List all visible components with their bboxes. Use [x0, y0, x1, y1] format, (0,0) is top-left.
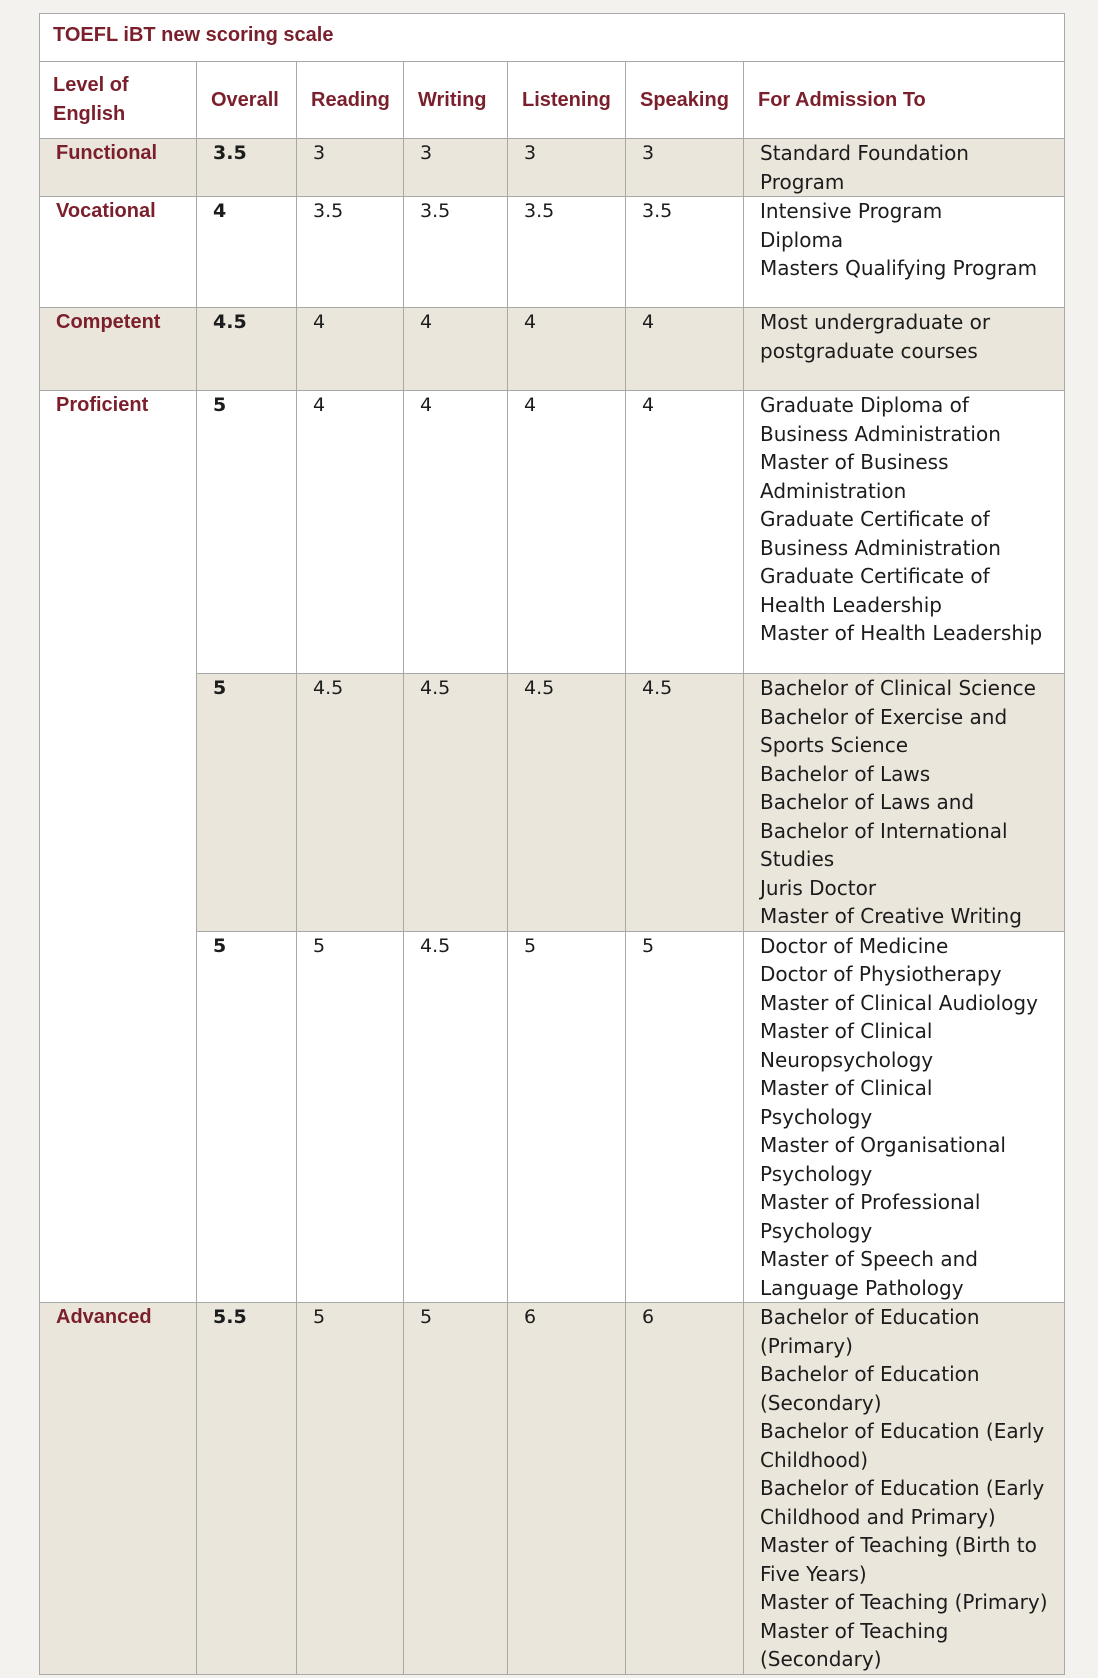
overall-score-cell: 4.5 — [197, 308, 297, 391]
listening-score-cell: 5 — [508, 931, 626, 1303]
reading-score-cell: 4 — [297, 308, 404, 391]
program-name: Bachelor of Education (Primary) — [760, 1305, 980, 1358]
program-name: Master of Teaching (Secondary) — [760, 1618, 949, 1671]
admission-programs-cell — [744, 931, 1065, 1303]
program-name: Masters Qualifying Program — [760, 256, 1038, 280]
reading-score-cell: 4.5 — [297, 674, 404, 932]
table-row — [40, 391, 1065, 674]
program-name: Master of Creative Writing — [760, 904, 1022, 928]
scoring-table-container — [39, 13, 1064, 1675]
admission-programs-cell — [744, 391, 1065, 674]
speaking-score-cell: 4 — [626, 391, 744, 674]
program-name: Doctor of Medicine — [760, 933, 949, 958]
writing-score-cell: 4 — [404, 391, 508, 674]
header-reading: Reading — [297, 62, 404, 139]
table-row — [40, 308, 1065, 391]
program-name: Master of Health Leadership — [760, 621, 1043, 645]
program-name: Most undergraduate or postgraduate courses — [760, 310, 991, 363]
reading-score-cell: 3.5 — [297, 197, 404, 308]
program-name: Master of Organisational Psychology — [760, 1133, 1006, 1186]
table-header-row — [40, 62, 1065, 139]
table-row — [40, 139, 1065, 197]
header-level-of-english: Level of English — [40, 62, 197, 139]
admission-programs-cell — [744, 674, 1065, 932]
program-name: Bachelor of Education (Early Childhood and Primary) — [760, 1476, 1045, 1529]
speaking-score-cell: 3 — [626, 139, 744, 197]
program-name: Master of Clinical Audiology — [760, 990, 1038, 1015]
listening-score-cell: 3 — [508, 139, 626, 197]
program-name: Bachelor of Clinical Science — [760, 676, 1036, 700]
writing-score-cell: 4.5 — [404, 931, 508, 1303]
program-name: Graduate Certificate of Business Administration — [760, 507, 1001, 560]
reading-score-cell: 4 — [297, 391, 404, 674]
admission-programs-cell — [744, 197, 1065, 308]
program-name: Bachelor of Exercise and Sports Science — [760, 704, 1008, 757]
listening-score-cell: 4 — [508, 308, 626, 391]
toefl-scoring-table — [39, 13, 1065, 1675]
header-overall: Overall — [197, 62, 297, 139]
listening-score-cell: 3.5 — [508, 197, 626, 308]
level-cell: Competent — [40, 308, 197, 391]
program-name: Graduate Certificate of Health Leadership — [760, 564, 990, 617]
header-speaking: Speaking — [626, 62, 744, 139]
table-body — [40, 139, 1065, 1675]
writing-score-cell: 3 — [404, 139, 508, 197]
speaking-score-cell: 3.5 — [626, 197, 744, 308]
table-title: TOEFL iBT new scoring scale — [40, 14, 1065, 62]
table-row — [40, 1303, 1065, 1675]
program-name: Juris Doctor — [760, 875, 877, 900]
program-name: Master of Teaching (Birth to Five Years) — [760, 1533, 1037, 1586]
overall-score-cell: 5 — [197, 931, 297, 1303]
admission-programs-cell — [744, 1303, 1065, 1675]
listening-score-cell: 4.5 — [508, 674, 626, 932]
overall-score-cell: 3.5 — [197, 139, 297, 197]
program-name: Bachelor of Education (Secondary) — [760, 1362, 980, 1415]
speaking-score-cell: 5 — [626, 931, 744, 1303]
writing-score-cell: 5 — [404, 1303, 508, 1675]
speaking-score-cell: 4 — [626, 308, 744, 391]
level-cell: Functional — [40, 139, 197, 197]
level-cell: Advanced — [40, 1303, 197, 1675]
level-cell: Proficient — [40, 391, 197, 1303]
admission-programs-cell — [744, 308, 1065, 391]
header-writing: Writing — [404, 62, 508, 139]
overall-score-cell: 4 — [197, 197, 297, 308]
program-name: Bachelor of Laws and Bachelor of International Studies — [760, 790, 1008, 871]
program-name: Master of Professional Psychology — [760, 1190, 981, 1243]
reading-score-cell: 5 — [297, 1303, 404, 1675]
speaking-score-cell: 4.5 — [626, 674, 744, 932]
program-name: Master of Speech and Language Pathology — [760, 1247, 978, 1300]
overall-score-cell: 5 — [197, 674, 297, 932]
header-for-admission-to: For Admission To — [744, 62, 1065, 139]
program-name: Doctor of Physiotherapy — [760, 962, 1002, 986]
header-listening: Listening — [508, 62, 626, 139]
writing-score-cell: 4.5 — [404, 674, 508, 932]
overall-score-cell: 5.5 — [197, 1303, 297, 1675]
program-name: Intensive Program — [760, 199, 943, 223]
program-name: Master of Teaching (Primary) — [760, 1590, 1048, 1614]
program-name: Graduate Diploma of Business Administration — [760, 393, 1001, 446]
writing-score-cell: 4 — [404, 308, 508, 391]
program-name: Master of Clinical Neuropsychology — [760, 1019, 934, 1072]
overall-score-cell: 5 — [197, 391, 297, 674]
program-name: Bachelor of Laws — [760, 761, 931, 786]
program-name: Bachelor of Education (Early Childhood) — [760, 1419, 1045, 1472]
program-name: Master of Business Administration — [760, 450, 949, 503]
table-row — [40, 197, 1065, 308]
writing-score-cell: 3.5 — [404, 197, 508, 308]
reading-score-cell: 3 — [297, 139, 404, 197]
speaking-score-cell: 6 — [626, 1303, 744, 1675]
program-name: Diploma — [760, 227, 844, 252]
listening-score-cell: 6 — [508, 1303, 626, 1675]
program-name: Standard Foundation Program — [760, 141, 969, 194]
program-name: Master of Clinical Psychology — [760, 1076, 933, 1129]
level-cell: Vocational — [40, 197, 197, 308]
admission-programs-cell — [744, 139, 1065, 197]
table-title-row — [40, 14, 1065, 62]
listening-score-cell: 4 — [508, 391, 626, 674]
reading-score-cell: 5 — [297, 931, 404, 1303]
